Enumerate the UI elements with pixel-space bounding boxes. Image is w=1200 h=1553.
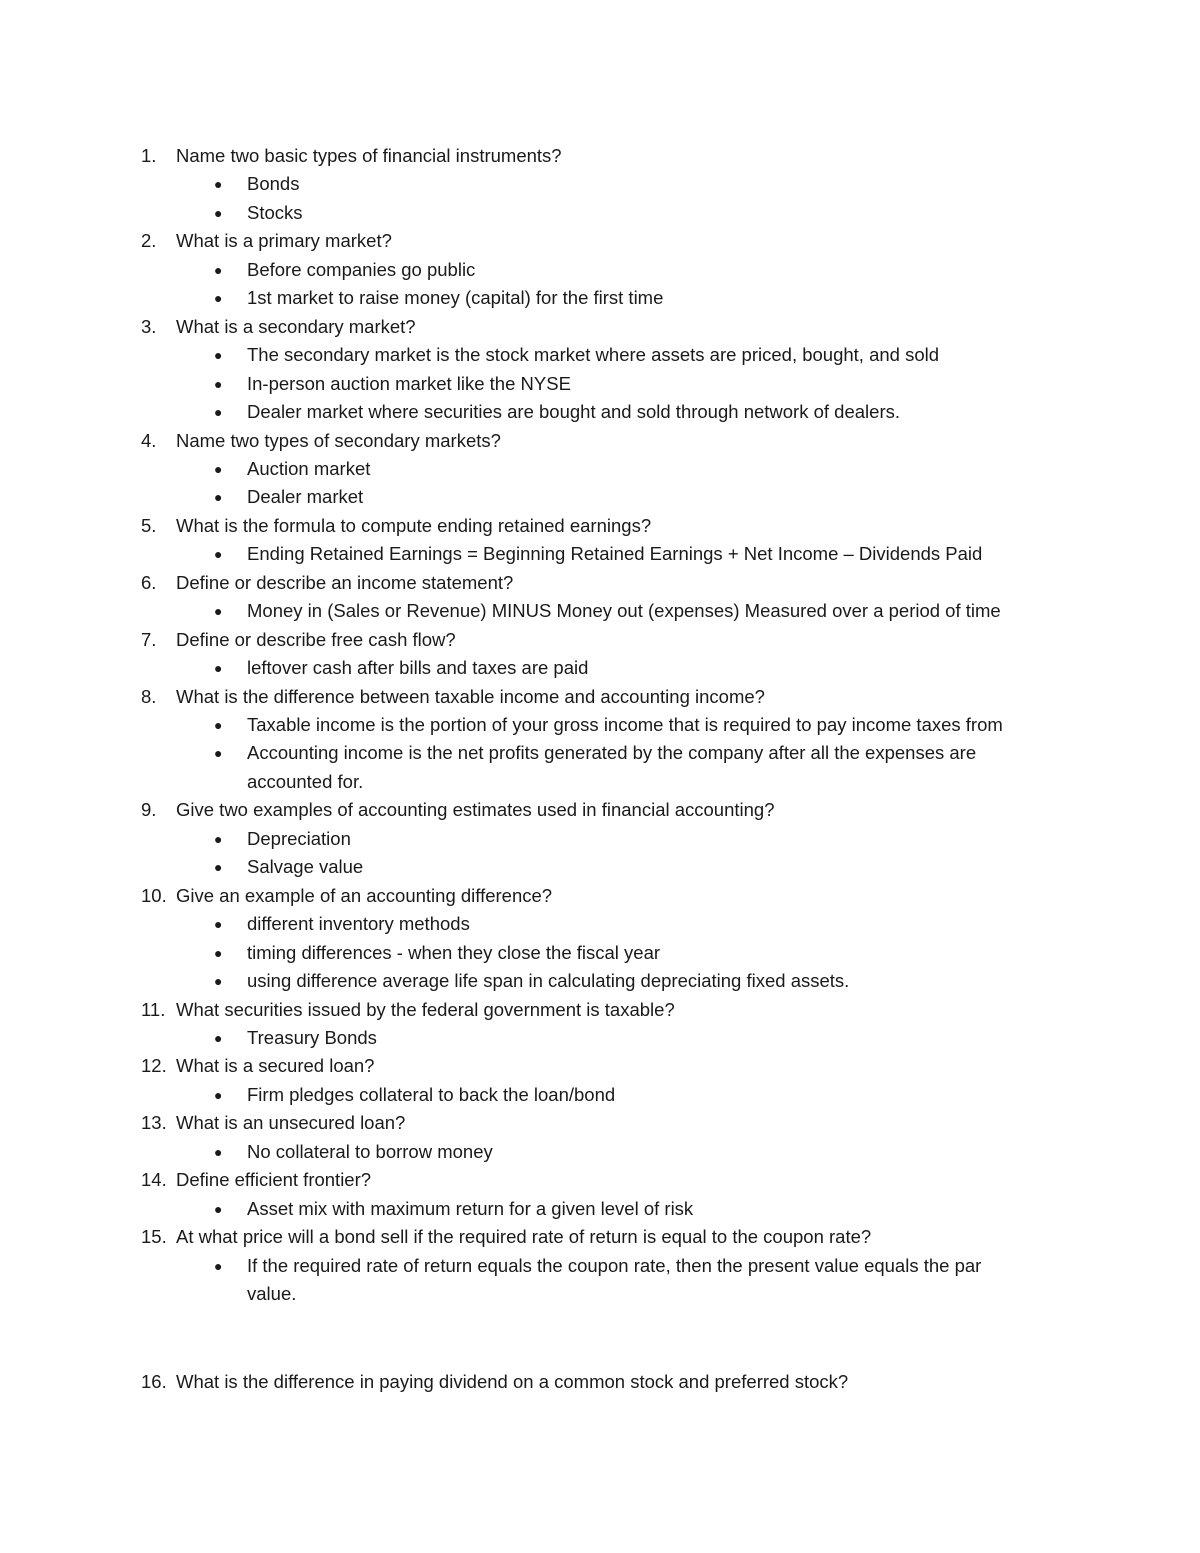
question-text: What is the difference in paying dividend on a common stock and preferred stock? [176,1371,849,1393]
question-text: Define efficient frontier? [176,1169,372,1191]
answer-text: Asset mix with maximum return for a given level of risk [247,1197,694,1219]
bullet-icon: ● [214,916,223,933]
answer-text: different inventory methods [247,913,470,935]
answer-text: Bonds [247,173,300,195]
bullet-icon: ● [214,973,223,990]
question-text: At what price will a bond sell if the required rate of return is equal to the coupon rate? [176,1226,872,1248]
answer-text: using difference average life span in calculating depreciating fixed assets. [247,970,850,992]
bullet-icon: ● [214,745,223,762]
answer-text: Ending Retained Earnings = Beginning Retained Earnings + Net Income – Dividends Paid [247,543,983,565]
question-number: 14. [141,1169,167,1191]
question-number: 3. [141,315,157,337]
answer-text: Money in (Sales or Revenue) MINUS Money out (expenses) Measured over a period of time [247,600,1001,622]
answer-text: Before companies go public [247,258,476,280]
answer-text: Stocks [247,201,303,223]
answer-text: 1st market to raise money (capital) for the first time [247,287,664,309]
bullet-icon: ● [214,489,223,506]
answer-text: Dealer market [247,486,364,508]
question-text: What is the difference between taxable income and accounting income? [176,685,765,707]
bullet-icon: ● [214,546,223,563]
answer-text: value. [247,1283,297,1304]
answer-text: No collateral to borrow money [247,1140,493,1162]
question-text: Name two types of secondary markets? [176,429,501,451]
question-number: 4. [141,429,157,451]
answer-text: Salvage value [247,856,364,878]
answer-text: The secondary market is the stock market where assets are priced, bought, and sold [247,344,940,366]
bullet-icon: ● [214,603,223,620]
question-text: What is a primary market? [176,230,392,252]
question-text: What is a secured loan? [176,1055,375,1077]
question-number: 2. [141,230,157,252]
bullet-icon: ● [214,176,223,193]
bullet-icon: ● [214,1086,223,1103]
bullet-icon: ● [214,717,223,733]
question-number: 7. [141,628,157,650]
bullet-icon: ● [214,1200,223,1217]
question-number: 8. [141,685,157,707]
question-number: 1. [141,145,157,166]
bullet-icon: ● [214,261,223,278]
question-number: 15. [141,1226,167,1248]
bullet-icon: ● [214,830,223,847]
question-number: 9. [141,799,157,821]
question-number: 11. [141,998,166,1020]
question-number: 10. [141,884,167,906]
question-number: 5. [141,514,157,536]
question-text: Give an example of an accounting difference? [176,884,553,906]
question-text: Give two examples of accounting estimates used in financial accounting? [176,799,775,821]
answer-text: accounted for. [247,770,364,792]
answer-text: leftover cash after bills and taxes are paid [247,657,589,679]
bullet-icon: ● [214,1143,223,1160]
bullet-icon: ● [214,859,223,876]
answer-text: Firm pledges collateral to back the loan/bond [247,1083,616,1105]
question-text: Define or describe free cash flow? [176,628,456,650]
bullet-icon: ● [214,660,223,677]
answer-text: Auction market [247,457,371,479]
question-number: 16. [141,1371,167,1393]
answer-text: In-person auction market like the NYSE [247,372,571,394]
answer-text: If the required rate of return equals the coupon rate, then the present value equals the par [247,1254,982,1276]
question-text: Define or describe an income statement? [176,571,514,593]
bullet-icon: ● [214,204,223,221]
question-text: Name two basic types of financial instruments? [176,145,562,166]
bullet-icon: ● [214,404,223,421]
bullet-icon: ● [214,1029,223,1046]
answer-text: Depreciation [247,827,351,849]
question-text: What is the formula to compute ending retained earnings? [176,514,652,536]
question-number: 13. [141,1112,167,1134]
question-text: What is an unsecured loan? [176,1112,406,1134]
question-number: 12. [141,1055,167,1077]
bullet-icon: ● [214,460,223,477]
bullet-icon: ● [214,290,223,307]
answer-text: Treasury Bonds [247,1026,377,1048]
answer-text: Taxable income is the portion of your gross income that is required to pay income taxes from [247,714,1003,735]
bullet-icon: ● [214,347,223,364]
question-number: 6. [141,571,157,593]
question-text: What securities issued by the federal government is taxable? [176,998,675,1020]
bullet-icon: ● [214,944,223,961]
answer-text: Accounting income is the net profits generated by the company after all the expenses are [247,742,977,764]
bullet-icon: ● [214,1257,223,1274]
answer-text: timing differences - when they close the fiscal year [247,941,661,963]
bullet-icon: ● [214,375,223,392]
answer-text: Dealer market where securities are bought and sold through network of dealers. [247,401,900,423]
question-text: What is a secondary market? [176,315,416,337]
